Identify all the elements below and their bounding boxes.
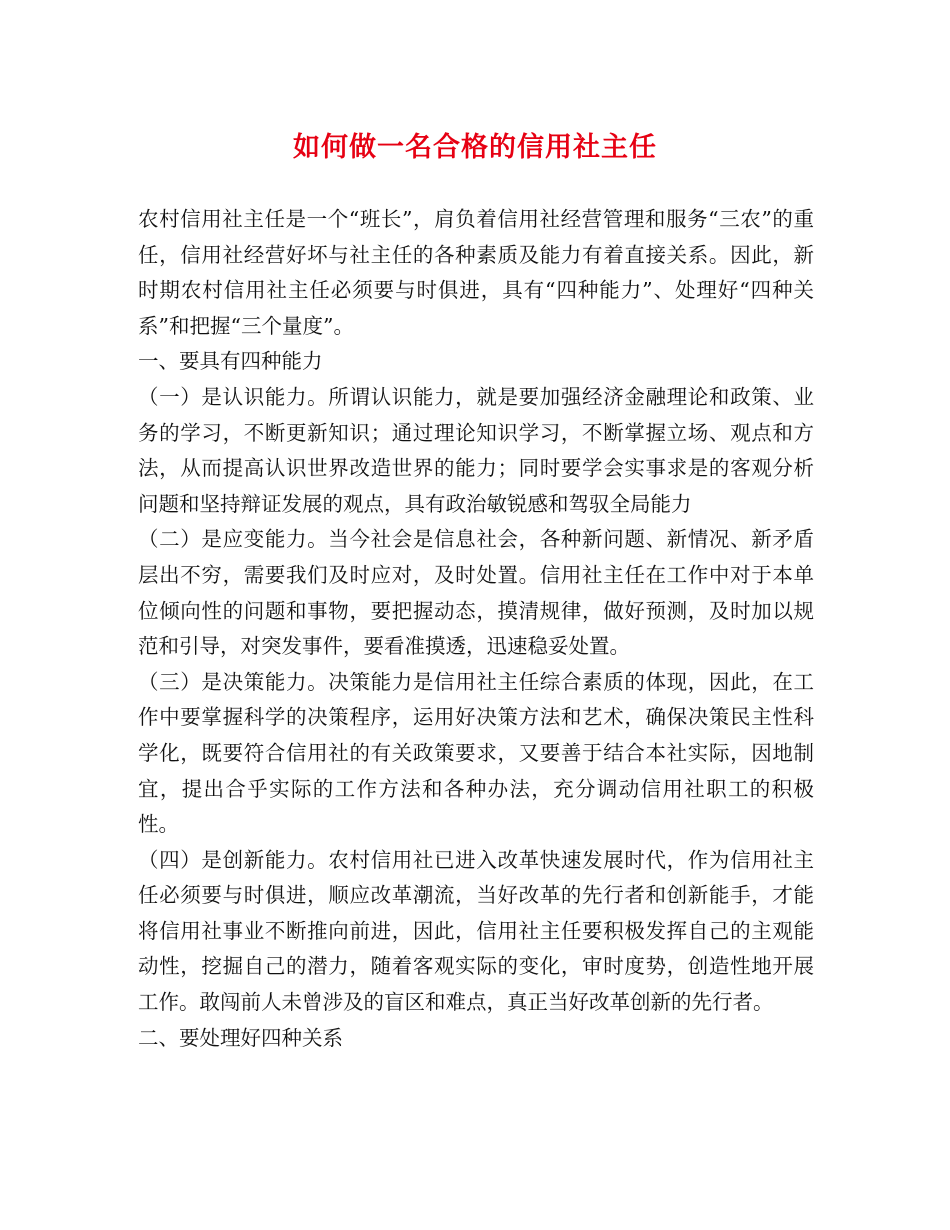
intro-paragraph: 农村信用社主任是一个“班长”，肩负着信用社经营管理和服务“三农”的重任，信用社经营好坏与社主任的各种素质及能力有着直接关系。因此，新时期农村信用社主任必须要与时俱进，具有“四种能力”、处理好“四种关系”和把握“三个量度”。 bbox=[138, 207, 814, 338]
section-heading-2: 二、要处理好四种关系 bbox=[138, 1025, 343, 1050]
paragraph-adaptability: （二）是应变能力。当今社会是信息社会，各种新问题、新情况、新矛盾层出不穷，需要我们及时应对，及时处置。信用社主任在工作中对于本单位倾向性的问题和事物，要把握动态，摸清规律，做好预测，及时加以规范和引导，对突发事件，要看准摸透，迅速稳妥处置。 bbox=[138, 527, 814, 659]
section-heading-1: 一、要具有四种能力 bbox=[138, 349, 323, 374]
paragraph-cognitive-ability: （一）是认识能力。所谓认识能力，就是要加强经济金融理论和政策、业务的学习，不断更新知识；通过理论知识学习，不断掌握立场、观点和方法，从而提高认识世界改造世界的能力；同时要学会实事求是的客观分析问题和坚持辩证发展的观点，具有政治敏锐感和驾驭全局能力 bbox=[138, 384, 814, 516]
document-body bbox=[138, 202, 814, 1056]
paragraph-decision-making: （三）是决策能力。决策能力是信用社主任综合素质的体现，因此，在工作中要掌握科学的决策程序，运用好决策方法和艺术，确保决策民主性科学化，既要符合信用社的有关政策要求，又要善于结合本社实际，因地制宜，提出合乎实际的工作方法和各种办法，充分调动信用社职工的积极性。 bbox=[138, 669, 814, 837]
document-title: 如何做一名合格的信用社主任 bbox=[293, 132, 657, 163]
paragraph-innovation: （四）是创新能力。农村信用社已进入改革快速发展时代，作为信用社主任必须要与时俱进，顺应改革潮流，当好改革的先行者和创新能手，才能将信用社事业不断推向前进，因此，信用社主任要积极发挥自己的主观能动性，挖掘自己的潜力，随着客观实际的变化，审时度势，创造性地开展工作。敢闯前人未曾涉及的盲区和难点，真正当好改革创新的先行者。 bbox=[138, 847, 814, 1015]
